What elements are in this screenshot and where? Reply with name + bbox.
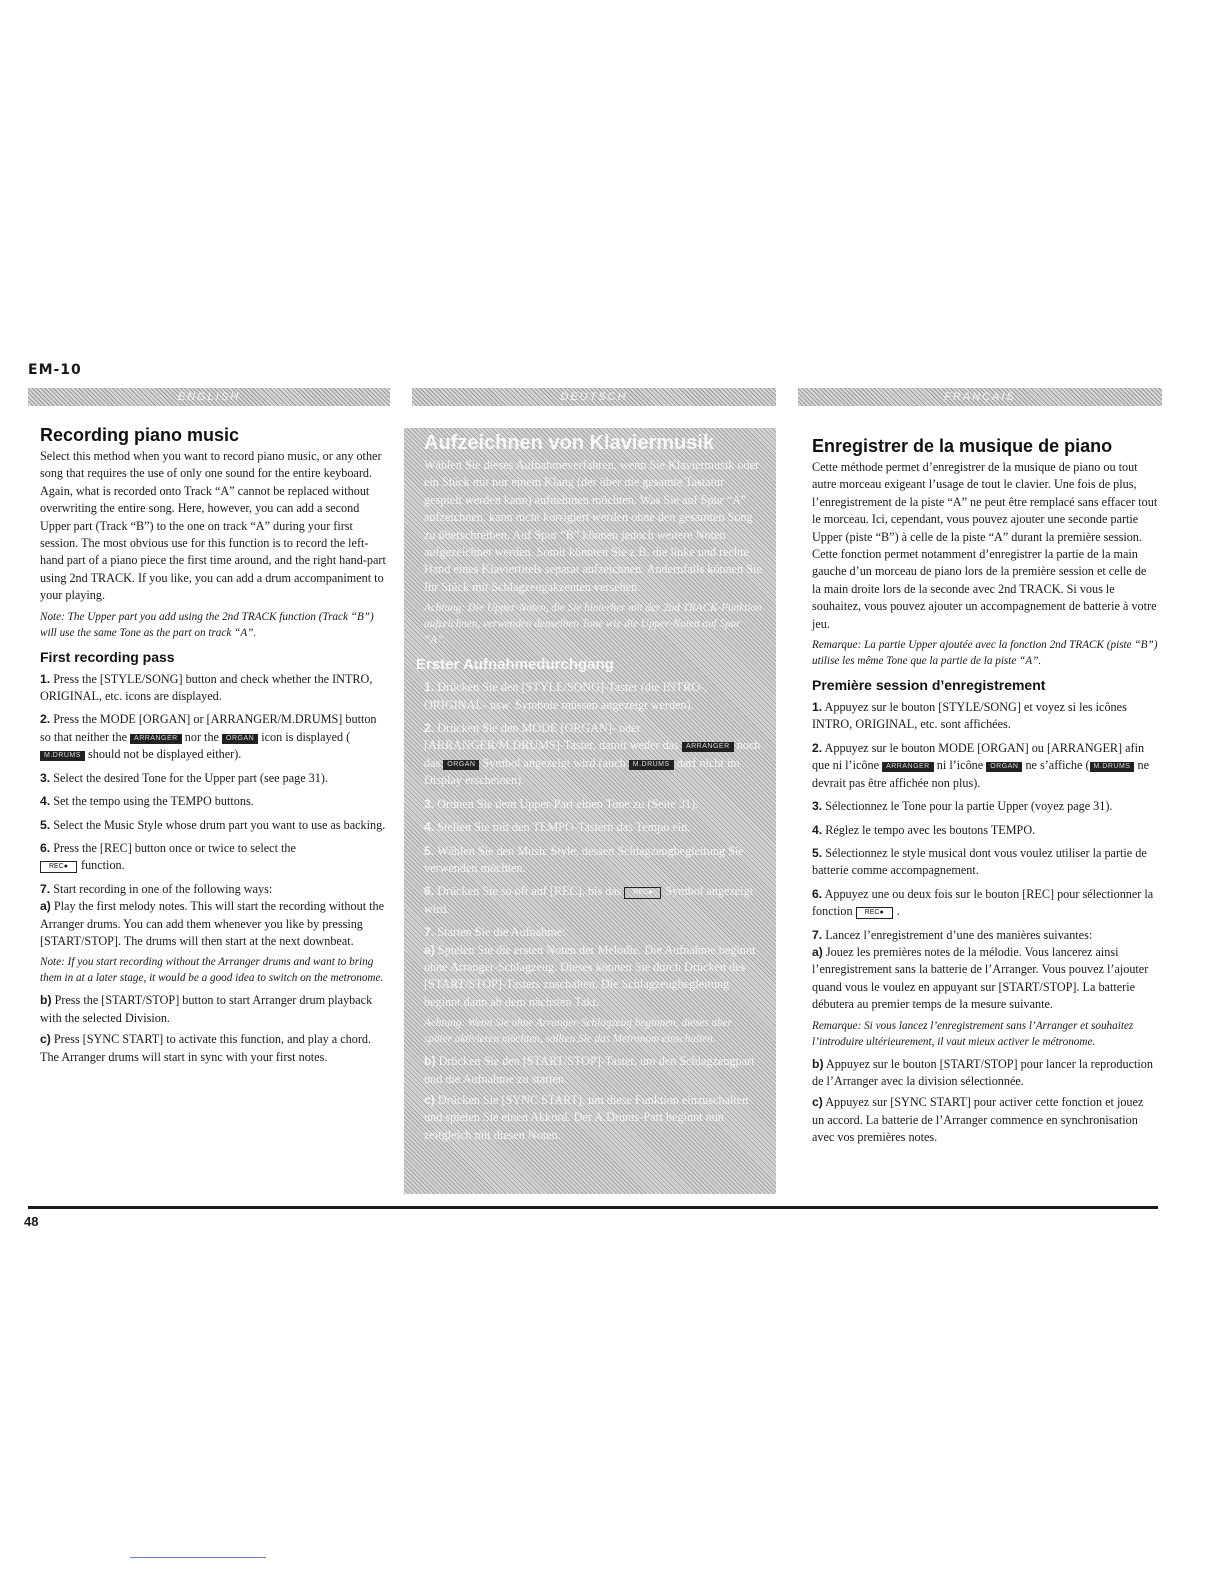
en-step-2: 2. Press the MODE [ORGAN] or [ARRANGER/M.DRUMS] button so that neither the ARRANGER nor the ORGAN icon is displayed (M.DRUMS should not be displayed either). xyxy=(40,712,377,762)
de-step-5: 5. Wählen Sie den Music Style, dessen Schlagzeugbegleitung Sie verwenden möchten. xyxy=(424,843,744,875)
fr-step-1: 1. Appuyez sur le bouton [STYLE/SONG] et voyez si les icônes INTRO, ORIGINAL, etc. sont affichées. xyxy=(812,700,1127,732)
fr-step-3: 3. Sélectionnez le Tone pour la partie Upper (voyez page 31). xyxy=(812,799,1113,814)
fr-intro: Cette méthode permet d’enregistrer de la musique de piano ou tout autre morceau exigeant l’usage de tout le clavier. Une fois de plus, l’enregistrement de la piste “A” ne peut être remplacé sans effacer tout le morceau. Ici, cependant, vous pouvez ajouter une seconde partie Upper (piste “B”) à celle de la piste “A” durant la première session. Cette fonction permet notamment d’enregistrer la partie de la main gauche d’un morceau de piano lors de la première session et celle de la main droite lors de la seconde avec 2nd TRACK. Si vous le souhaitez, vous pouvez ajouter un accompagnement de batterie à votre jeu. xyxy=(812,460,1158,631)
fr-step-5: 5. Sélectionnez le style musical dont vous voulez utiliser la partie de batterie comme accompagnement. xyxy=(812,845,1147,878)
fr-step-7c: c) Appuyez sur [SYNC START] pour activer cette fonction et jouez un accord. La batterie de l’Arranger commence en synchronisation avec vos premières notes. xyxy=(812,1095,1144,1145)
de-title: Aufzeichnen von Klaviermusik xyxy=(424,432,715,454)
german-column xyxy=(404,428,776,1194)
de-step-7c: c) Drücken Sie [SYNC START], um diese Funktion einzuschalten und spielen Sie einen Akkord. Der A.Drums-Part beginnt nun zeitgleich mit diesen Noten. xyxy=(424,1092,749,1142)
en-step-3: 3. Select the desired Tone for the Upper part (see page 31). xyxy=(40,770,328,785)
en-note-1: Note: The Upper part you add using the 2nd TRACK function (Track “B”) will use the same Tone as the part on track “A”. xyxy=(40,610,374,639)
de-subheading: Erster Aufnahmedurchgang xyxy=(416,656,614,674)
en-subheading: First recording pass xyxy=(40,648,175,665)
page-number: 48 xyxy=(24,1214,39,1229)
fr-step-7a: a) Jouez les premières notes de la mélodie. Vous lancerez ainsi l’enregistrement sans la batterie de l’Arranger. Vous pouvez l’ajouter quand vous le voulez en appuyant sur [START/STOP]. La batterie débutera au premier temps de la mesure suivante. xyxy=(812,944,1149,1012)
en-title: Recording piano music xyxy=(40,425,240,445)
fr-step-7: 7. Lancez l’enregistrement d’une des manières suivantes: xyxy=(812,927,1093,942)
rec-icon: REC● xyxy=(40,861,77,873)
en-step-5: 5. Select the Music Style whose drum part you want to use as backing. xyxy=(40,817,386,832)
en-step-7b: b) Press the [START/STOP] button to start Arranger drum playback with the selected Division. xyxy=(40,993,373,1025)
fr-step-4: 4. Réglez le tempo avec les boutons TEMPO. xyxy=(812,822,1036,837)
de-step-7: 7. Starten Sie die Aufnahme: xyxy=(424,925,566,940)
english-column xyxy=(40,425,386,1070)
lang-tab-francais: FRANÇAIS xyxy=(798,388,1162,406)
lang-tab-english: ENGLISH xyxy=(28,388,390,406)
de-step-1: 1. Drücken Sie den [STYLE/SONG]-Taster (die INTRO-, ORIGINAL- usw. Symbole müssen angezeigt werden). xyxy=(424,680,708,712)
de-step-3: 3. Ordnen Sie dem Upper-Part einen Tone zu (Seite 31). xyxy=(424,796,699,811)
fr-step-7b: b) Appuyez sur le bouton [START/STOP] pour lancer la reproduction de l’Arranger avec la division sélectionnée. xyxy=(812,1056,1153,1088)
arranger-icon: ARRANGER xyxy=(130,734,182,744)
de-step-7a: a) Spielen Sie die ersten Noten der Melodie. Die Aufnahme beginnt ohne Arranger-Schlagzeug. Dieses können Sie durch Drücken des [START/STOP]-Tasters zuschalten. Die Schlagzeugbegleitung beginnt dann ab dem nächsten Takt. xyxy=(424,942,756,1009)
organ-icon: ORGAN xyxy=(443,760,479,770)
bottom-divider xyxy=(130,1557,266,1558)
fr-step-2: 2. Appuyez sur le bouton MODE [ORGAN] ou [ARRANGER] afin que ni l’icône ARRANGER ni l’icône ORGAN ne s’affiche ( M.DRUMS ne devrait pas être affichée non plus). xyxy=(812,740,1150,790)
en-step-6: 6. Press the [REC] button once or twice to select the REC● function. xyxy=(40,840,296,873)
fr-title: Enregistrer de la musique de piano xyxy=(812,436,1113,456)
french-column xyxy=(812,436,1158,1151)
mdrums-icon: M.DRUMS xyxy=(629,760,674,770)
fr-note-1: Remarque: La partie Upper ajoutée avec la fonction 2nd TRACK (piste “B”) utilise les même Tone que la partie de la piste “A”. xyxy=(812,639,1158,668)
de-step-6: 6. Drücken Sie so oft auf [REC], bis das REC● Symbol angezeigt wird. xyxy=(424,884,754,916)
mdrums-icon: M.DRUMS xyxy=(40,751,85,761)
fr-note-2: Remarque: Si vous lancez l’enregistrement sans l’Arranger et souhaitez l’introduire ultérieurement, il vaut mieux activer le métronome. xyxy=(812,1019,1134,1048)
footer-rule xyxy=(28,1206,1158,1209)
de-intro: Wählen Sie dieses Aufnahmeverfahren, wenn Sie Klaviermusik oder ein Stück mit nur einem Klang (der über die gesamte Tastatur gespielt werden kann) aufnehmen möchten. Was Sie auf Spur “A” aufzeichnen, kann nicht korrigiert werden ohne den gesamten Song zu überschreiben. Auf Spur “B” können jedoch weitere Noten aufgezeichnet werden. Somit könnten Sie z.B. die linke und rechte Hand eines Klaviertitels separat aufzeichnen. Andernfalls können Sie Ihr Stück mit Schlagzeugakzenten versehen. xyxy=(424,458,762,594)
fr-step-6: 6. Appuyez une ou deux fois sur le bouton [REC] pour sélectionner la fonction REC● . xyxy=(812,886,1154,919)
arranger-icon: ARRANGER xyxy=(882,762,934,772)
en-step-7: 7. Start recording in one of the following ways: xyxy=(40,881,273,896)
fr-subheading: Première session d’enregistrement xyxy=(812,677,1046,694)
arranger-icon: ARRANGER xyxy=(682,742,734,752)
en-step-7a: a) Play the first melody notes. This will start the recording without the Arranger drums. You can add them whenever you like by pressing [START/STOP]. The drums will then start at the next downbeat. xyxy=(40,899,385,948)
en-step-4: 4. Set the tempo using the TEMPO buttons. xyxy=(40,794,254,809)
de-step-4: 4. Stellen Sie mit den TEMPO-Tastern das Tempo ein. xyxy=(424,820,691,835)
en-intro: Select this method when you want to record piano music, or any other song that requires the use of only one sound for the entire keyboard. Again, what is recorded onto Track “A” cannot be replaced without overwriting the entire song. Here, however, you can add a second Upper part (Track “B”) to the one on track “A” during your first session. The most obvious use for this function is to record the left-hand part of a piano piece the first time around, and the right hand-part using 2nd TRACK. If you like, you can add a drum accompaniment to your playing. xyxy=(40,449,386,603)
en-note-2: Note: If you start recording without the Arranger drums and want to bring them in at a later stage, it would be a good idea to switch on the metronome. xyxy=(40,956,384,985)
de-step-7b: b) Drücken Sie den [START/STOP]-Taster, um den Schlagzeugpart und die Aufnahme zu starten. xyxy=(424,1054,755,1086)
de-step-2: 2. Drücken Sie den MODE [ORGAN]- oder [ARRANGER/M.DRUMS]-Taster, damit weder das ARRANGER noch das ORGAN Symbol angezeigt wird (auch M.DRUMS darf nicht im Display erscheinen). xyxy=(424,721,761,788)
model-logo: EM-10 xyxy=(28,362,82,378)
organ-icon: ORGAN xyxy=(986,762,1022,772)
en-step-7c: c) Press [SYNC START] to activate this function, and play a chord. The Arranger drums will start in sync with your first notes. xyxy=(40,1032,372,1064)
en-step-1: 1. Press the [STYLE/SONG] button and check whether the INTRO, ORIGINAL, etc. icons are displayed. xyxy=(40,671,373,704)
lang-tab-deutsch: DEUTSCH xyxy=(412,388,776,406)
organ-icon: ORGAN xyxy=(222,734,258,744)
mdrums-icon: M.DRUMS xyxy=(1090,762,1135,772)
rec-icon: REC● xyxy=(624,887,661,899)
de-note-1: Achtung: Die Upper-Noten, die Sie hinterher mit der 2nd TRACK-Funktion aufzeichnen, verwenden denselben Tone wie die Upper-Noten auf Spur “A”. xyxy=(424,602,762,647)
rec-icon: REC● xyxy=(856,907,893,919)
de-note-2: Achtung: Wenn Sie ohne Arranger-Schlagzeug beginnen, dieses aber später aktivieren möchten, sollten Sie das Metronom einschalten. xyxy=(424,1017,732,1046)
